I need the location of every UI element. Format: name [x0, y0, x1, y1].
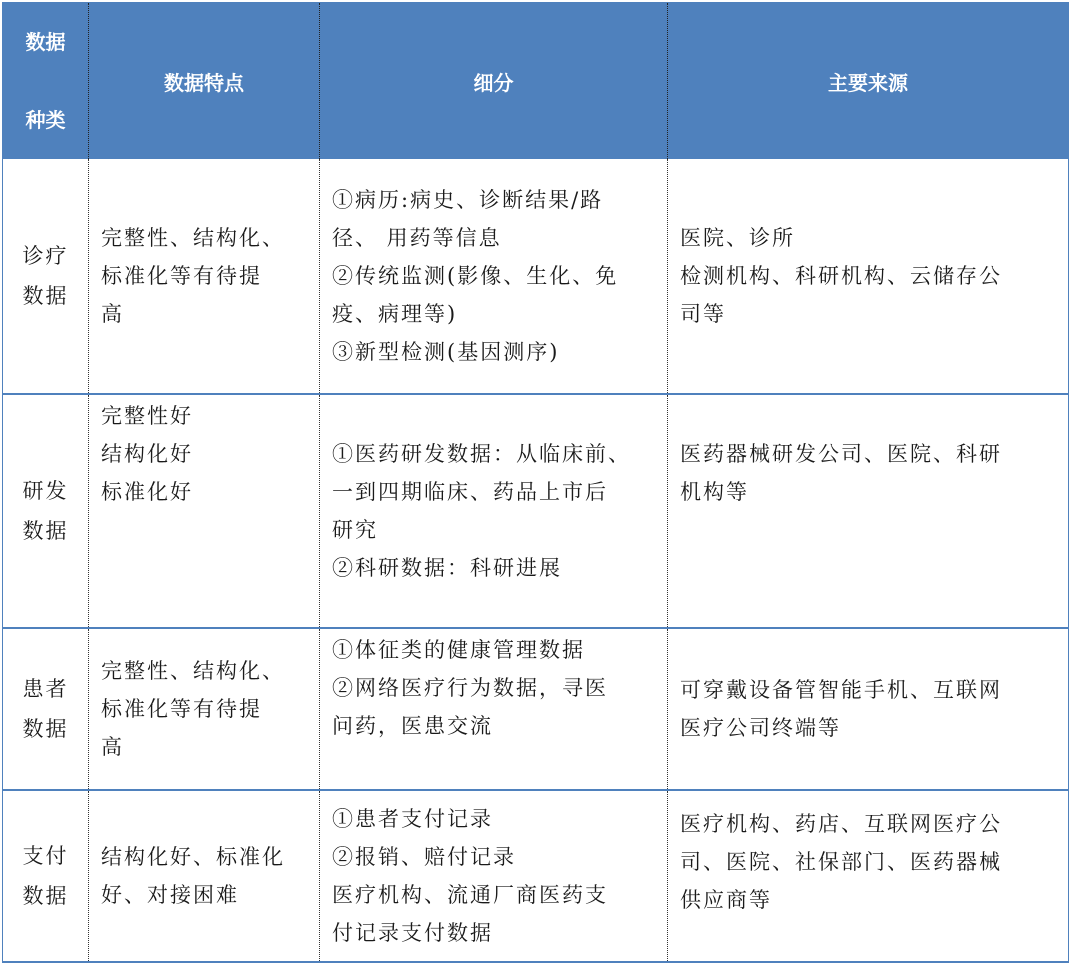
category-cell [3, 628, 89, 790]
category-line1: 支付 [22, 844, 69, 868]
subdivision-line: 疫、病理等) [332, 302, 458, 326]
sources-line: 司等 [680, 302, 726, 326]
sources-line: 可穿戴设备管智能手机、互联网 [680, 678, 1002, 702]
header-category-line2: 种类 [25, 108, 66, 132]
sources-line: 医疗公司终端等 [680, 716, 841, 740]
subdivision-line: ①医药研发数据：从临床前、 [332, 442, 631, 466]
subdivision-line: ①患者支付记录 [332, 807, 493, 831]
subdivision-line: ③新型检测(基因测序) [332, 340, 560, 364]
features-line: 结构化好 [101, 442, 193, 466]
features-line: 完整性、结构化、 [101, 659, 285, 683]
features-cell [89, 159, 320, 394]
category-line1: 研发 [22, 479, 69, 503]
header-row [3, 3, 1069, 160]
table-row [3, 394, 1069, 628]
category-line2: 数据 [22, 284, 69, 308]
category-cell [3, 159, 89, 394]
subdivision-line: 付记录支付数据 [332, 921, 493, 945]
features-cell [89, 790, 320, 962]
features-cell [89, 628, 320, 790]
subdivision-line: 医疗机构、流通厂商医药支 [332, 883, 608, 907]
features-line: 高 [101, 735, 124, 759]
subdivision-line: 问药，医患交流 [332, 714, 493, 738]
features-line: 完整性、结构化、 [101, 226, 285, 250]
features-line: 标准化等有待提 [101, 264, 262, 288]
category-line2: 数据 [22, 519, 69, 543]
features-line: 结构化好、标准化 [101, 845, 285, 869]
subdivision-line: ②网络医疗行为数据，寻医 [332, 676, 608, 700]
header-subdivision: 细分 [320, 3, 668, 160]
subdivision-line: ②报销、赔付记录 [332, 845, 516, 869]
subdivision-cell [320, 790, 668, 962]
sources-line: 司、医院、社保部门、医药器械 [680, 850, 1002, 874]
sources-line: 机构等 [680, 480, 749, 504]
subdivision-cell [320, 394, 668, 628]
medical-data-table [2, 2, 1069, 963]
subdivision-line: ①病历:病史、诊断结果/路 [332, 188, 604, 212]
features-line: 高 [101, 302, 124, 326]
category-cell [3, 790, 89, 962]
subdivision-line: 研究 [332, 518, 378, 542]
table-row [3, 628, 1069, 790]
header-data-features: 数据特点 [89, 3, 320, 160]
category-line1: 诊疗 [22, 244, 69, 268]
table-row [3, 159, 1069, 394]
sources-cell [668, 394, 1069, 628]
header-category-line1: 数据 [25, 30, 66, 54]
sources-cell [668, 159, 1069, 394]
subdivision-line: 一到四期临床、药品上市后 [332, 480, 608, 504]
subdivision-line: 径、 用药等信息 [332, 226, 502, 250]
subdivision-line: ②科研数据：科研进展 [332, 556, 562, 580]
sources-cell [668, 628, 1069, 790]
sources-line: 检测机构、科研机构、云储存公 [680, 264, 1002, 288]
category-line2: 数据 [22, 717, 69, 741]
category-cell [3, 394, 89, 628]
features-line: 好、对接困难 [101, 883, 239, 907]
header-data-category [3, 3, 89, 160]
sources-line: 医药器械研发公司、医院、科研 [680, 442, 1002, 466]
features-line: 标准化好 [101, 480, 193, 504]
header-main-sources: 主要来源 [668, 3, 1069, 160]
table-body [3, 159, 1069, 962]
subdivision-line: ②传统监测(影像、生化、免 [332, 264, 619, 288]
features-cell [89, 394, 320, 628]
sources-cell [668, 790, 1069, 962]
sources-line: 医院、诊所 [680, 226, 795, 250]
subdivision-cell [320, 628, 668, 790]
table-header [3, 3, 1069, 160]
category-line2: 数据 [22, 884, 69, 908]
features-line: 标准化等有待提 [101, 697, 262, 721]
table-row [3, 790, 1069, 962]
subdivision-cell [320, 159, 668, 394]
features-line: 完整性好 [101, 404, 193, 428]
subdivision-line: ①体征类的健康管理数据 [332, 638, 585, 662]
sources-line: 供应商等 [680, 888, 772, 912]
category-line1: 患者 [22, 677, 69, 701]
sources-line: 医疗机构、药店、互联网医疗公 [680, 812, 1002, 836]
